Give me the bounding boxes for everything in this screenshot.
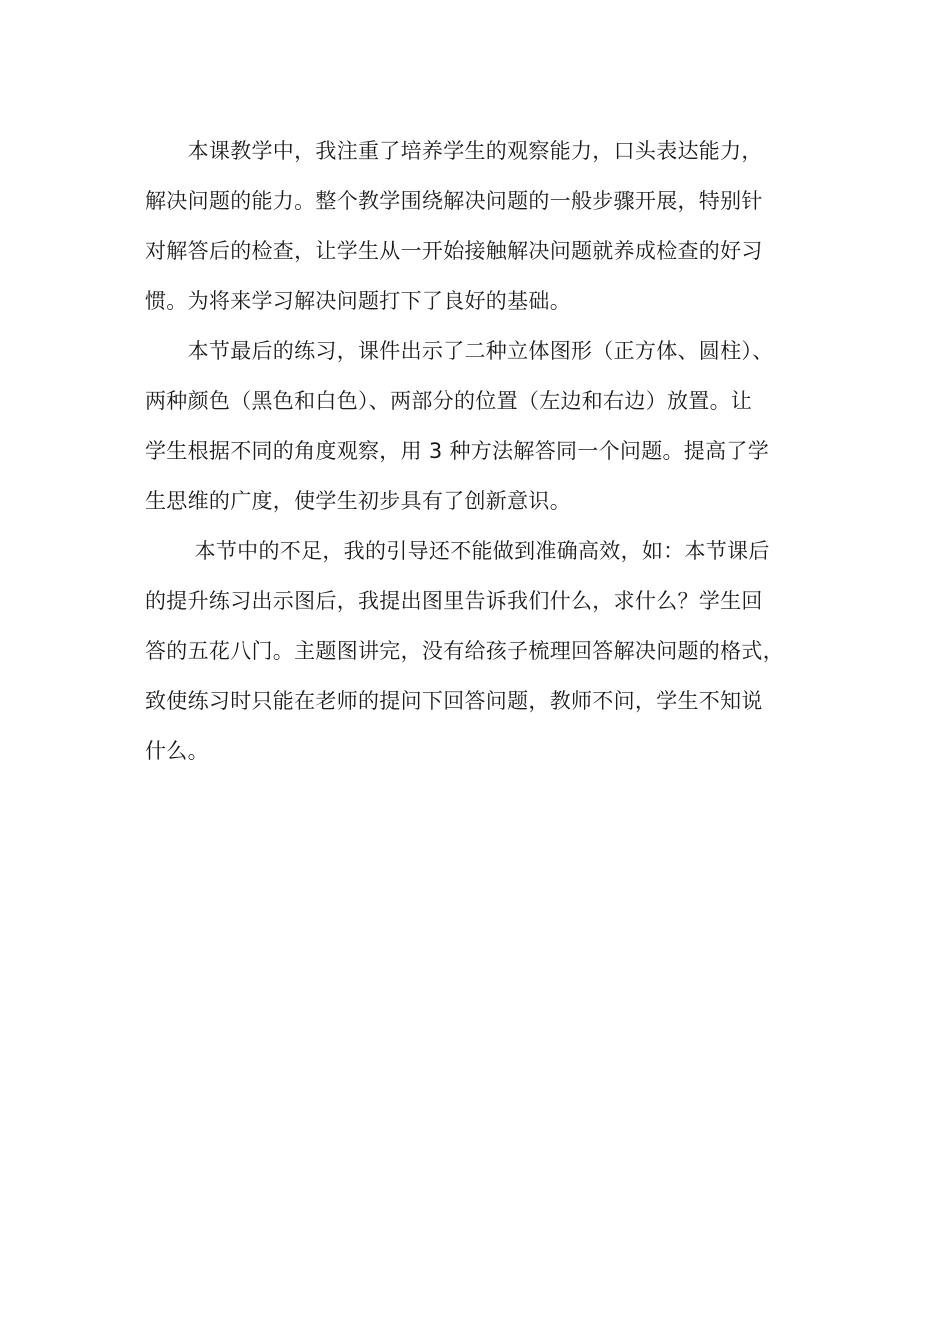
paragraph-3-line-4: 致使练习时只能在老师的提问下回答问题，教师不问，学生不知说 bbox=[145, 689, 763, 713]
paragraph-3-line-3: 答的五花八门。主题图讲完，没有给孩子梳理回答解决问题的格式， bbox=[145, 639, 784, 663]
paragraph-1-line-3: 对解答后的检查，让学生从一开始接触解决问题就养成检查的好习 bbox=[145, 239, 763, 263]
paragraph-3-line-5: 什么。 bbox=[145, 739, 209, 763]
paragraph-2-line-3: 学生根据不同的角度观察，用 3 种方法解答同一个问题。提高了学 bbox=[145, 439, 770, 463]
paragraph-3-line-1: 本节中的不足，我的引导还不能做到准确高效，如：本节课后 bbox=[145, 539, 770, 563]
paragraph-3-line-2: 的提升练习出示图后，我提出图里告诉我们什么，求什么？学生回 bbox=[145, 589, 763, 613]
paragraph-1-line-2: 解决问题的能力。整个教学围绕解决问题的一般步骤开展，特别针 bbox=[145, 189, 763, 213]
paragraph-2-line-4: 生思维的广度，使学生初步具有了创新意识。 bbox=[145, 489, 571, 513]
paragraph-1-line-4: 惯。为将来学习解决问题打下了良好的基础。 bbox=[145, 289, 571, 313]
paragraph-1-line-1: 本课教学中，我注重了培养学生的观察能力，口头表达能力， bbox=[145, 139, 763, 163]
paragraph-2-line-1: 本节最后的练习，课件出示了二种立体图形（正方体、圆柱）、 bbox=[145, 339, 774, 363]
paragraph-2-line-2: 两种颜色（黑色和白色）、两部分的位置（左边和右边）放置。让 bbox=[145, 389, 753, 413]
